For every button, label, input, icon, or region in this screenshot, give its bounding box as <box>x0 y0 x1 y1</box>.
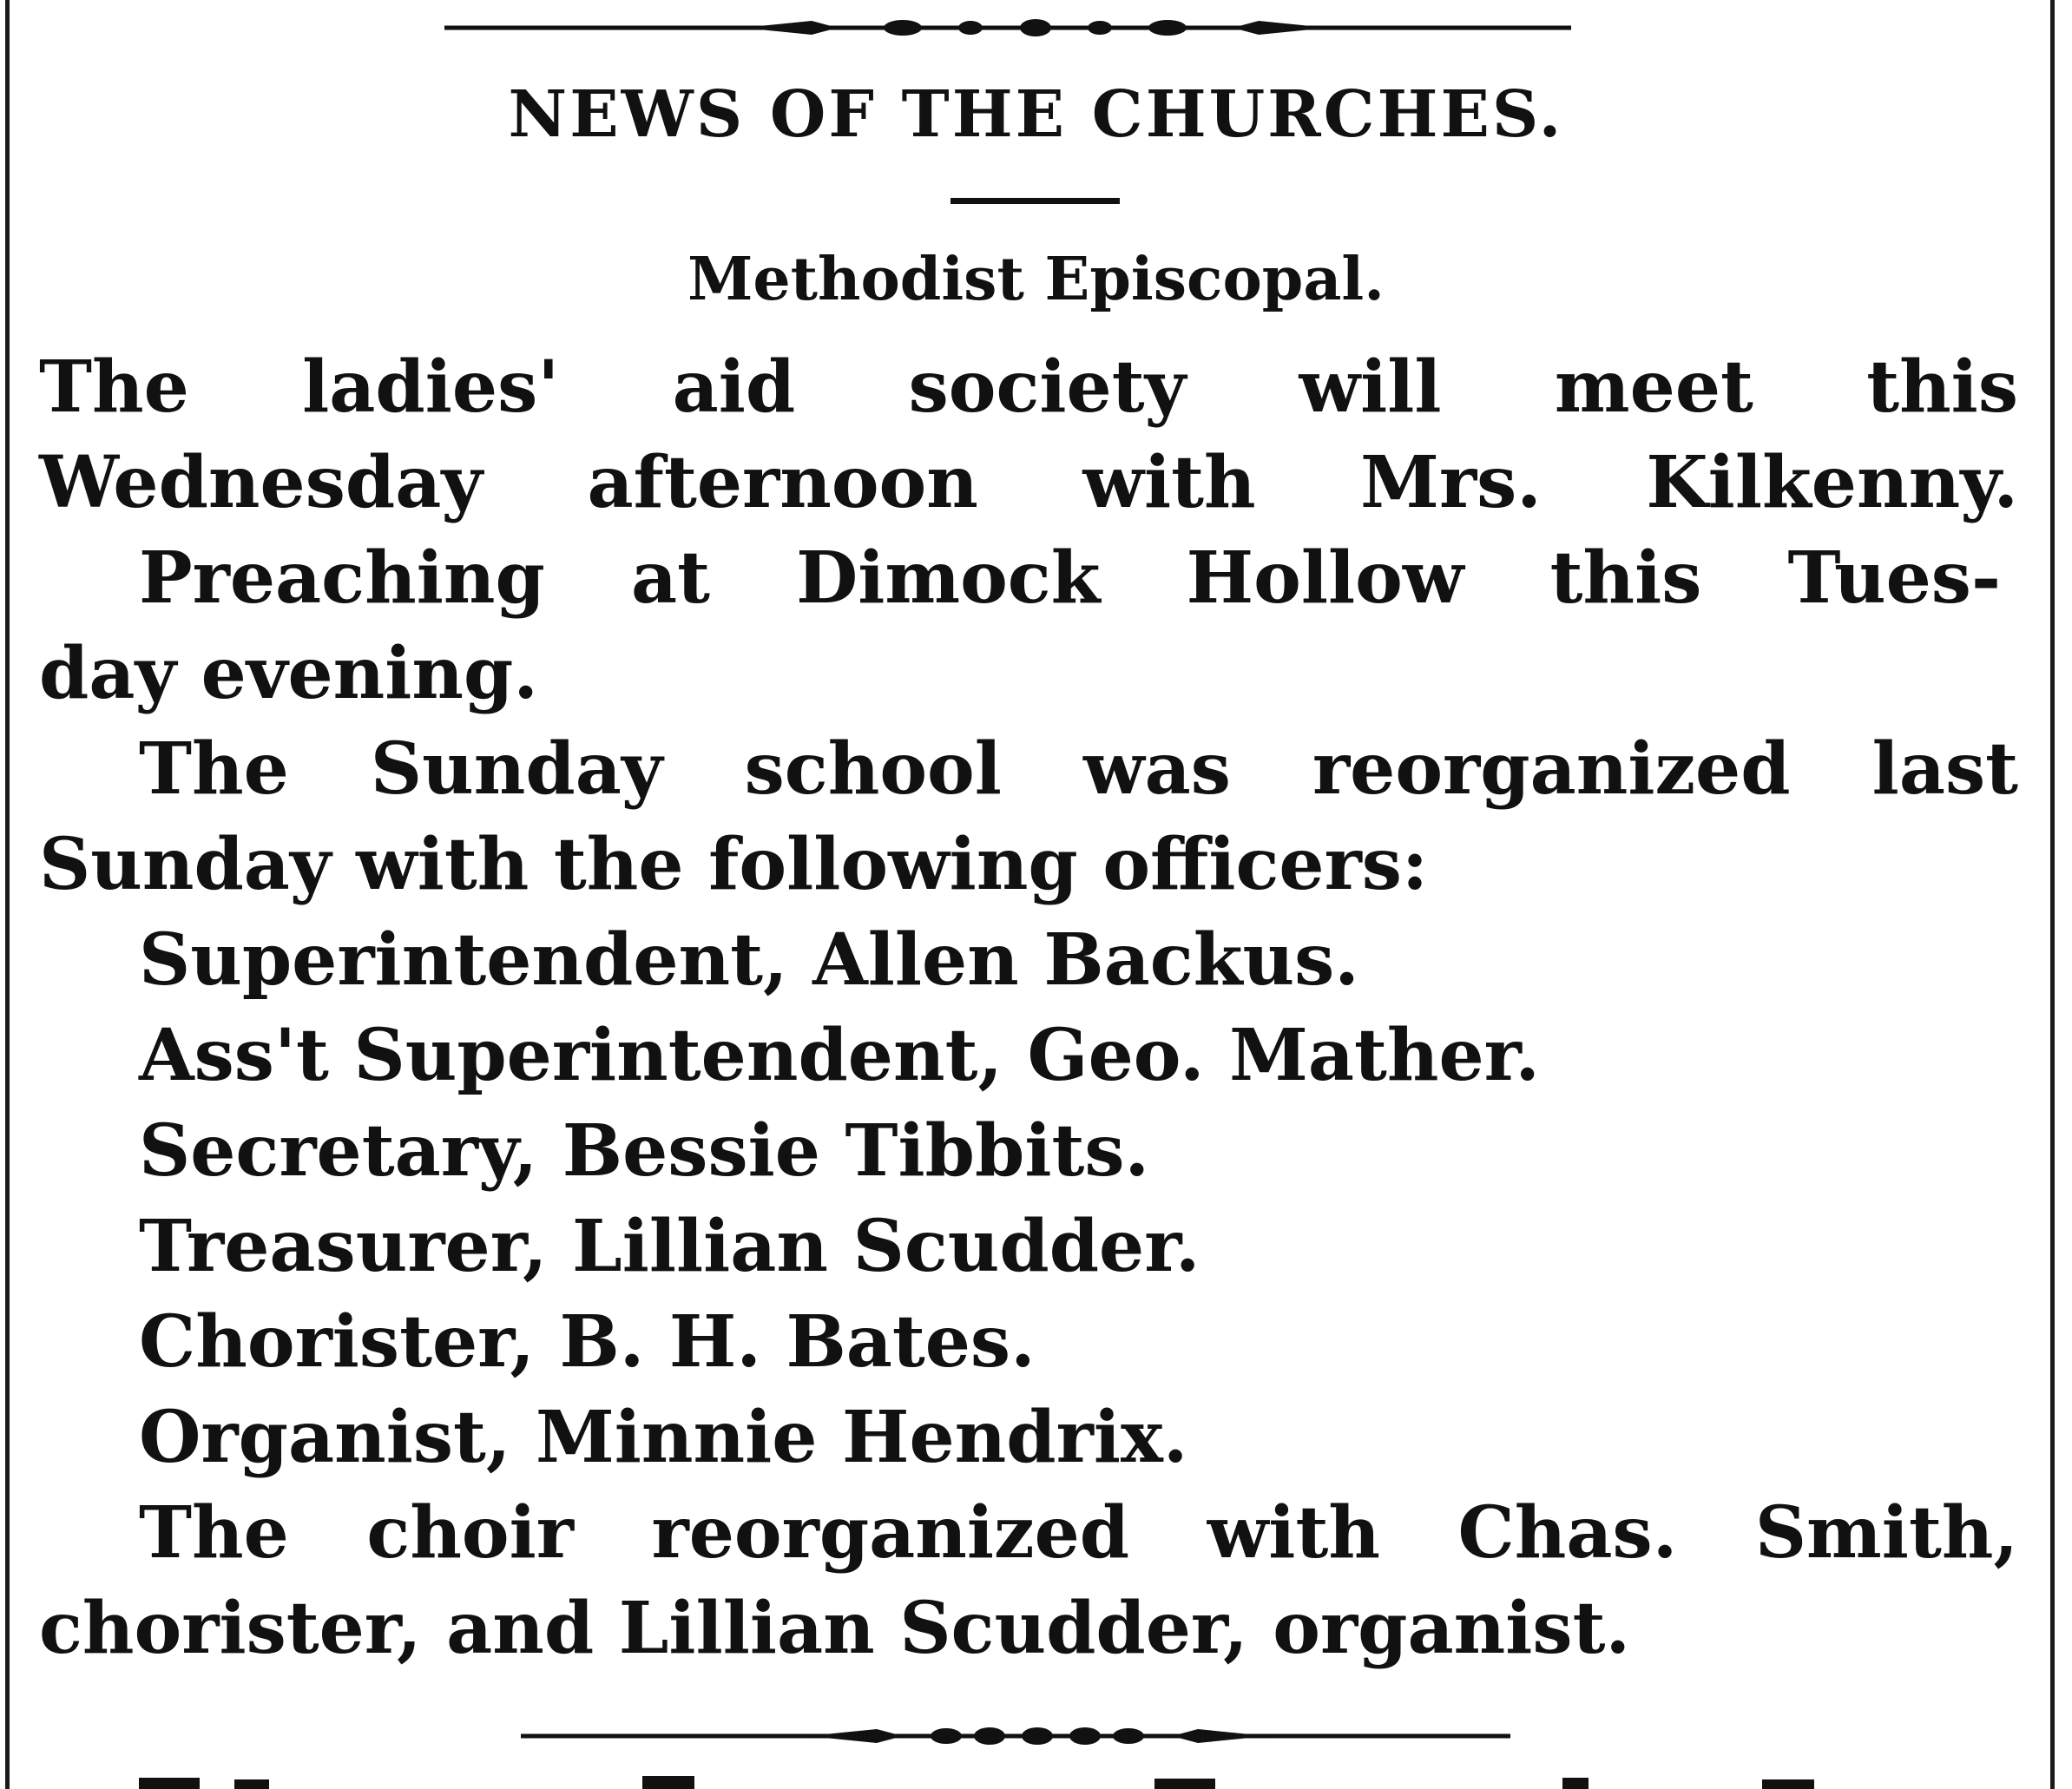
headline-divider <box>950 198 1120 204</box>
top-ornament-rule <box>0 10 2072 45</box>
text-line: The ladies' aid society will meet this <box>39 345 2018 429</box>
text-line: Secretary, Bessie Tibbits. <box>139 1109 1150 1193</box>
bottom-ornament-rule <box>0 1719 2072 1753</box>
text-line: chorister, and Lillian Scudder, organist. <box>39 1587 1630 1670</box>
text-line: Ass't Superintendent, Geo. Mather. <box>139 1014 1540 1097</box>
text-line: Wednesday afternoon with Mrs. Kilkenny. <box>39 441 2018 524</box>
text-line: Treasurer, Lillian Scudder. <box>139 1205 1200 1288</box>
next-article-fragment <box>0 1771 2072 1789</box>
text-line: Sunday with the following officers: <box>39 823 1429 906</box>
text-line: Chorister, B. H. Bates. <box>139 1300 1036 1384</box>
text-line: Preaching at Dimock Hollow this Tues- <box>139 536 2001 620</box>
article-headline: NEWS OF THE CHURCHES. <box>508 77 1564 152</box>
text-line: The Sunday school was reorganized last <box>139 727 2018 811</box>
text-line: Superintendent, Allen Backus. <box>139 918 1359 1002</box>
text-line: day evening. <box>39 632 538 715</box>
text-line: The choir reorganized with Chas. Smith, <box>139 1491 2018 1575</box>
article-subhead: Methodist Episcopal. <box>687 245 1385 314</box>
text-line: Organist, Minnie Hendrix. <box>139 1396 1188 1479</box>
